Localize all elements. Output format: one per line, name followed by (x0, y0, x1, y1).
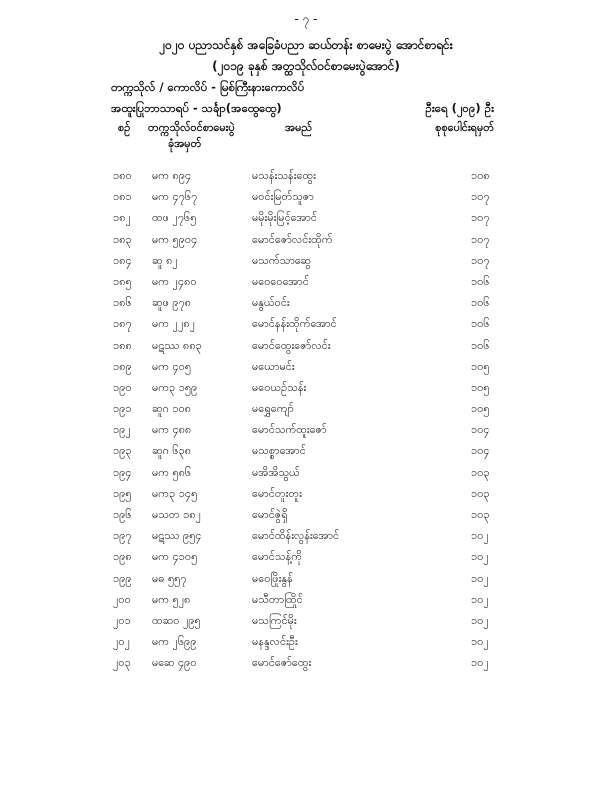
row-number: ၁၉၈ (113, 550, 132, 564)
seat-number: မက၃ ၁၄၅ (152, 486, 198, 500)
total-mark: ၁၀၂ (471, 592, 489, 606)
row-number: ၁၉၁ (113, 402, 132, 416)
candidate-name: မဝေဖြိုးနွန် (252, 571, 293, 585)
row-number: ၁၈၁ (113, 190, 132, 204)
candidate-name: မယောမင်း (252, 359, 295, 373)
total-mark: ၁၀၂ (471, 529, 489, 543)
seat-number: ဆူဂ ၁၀၈ (152, 402, 192, 416)
row-number: ၁၈၅ (113, 274, 132, 288)
row-number: ၁၉၅ (113, 486, 132, 500)
seat-number: မသတ ၁၈၂ (152, 508, 202, 521)
seat-number: မက ၄၈၈ (152, 423, 192, 437)
column-header-name: အမည် (285, 121, 313, 134)
column-header-no: စဉ် (118, 121, 131, 134)
row-number: ၂၀၁ (113, 613, 131, 627)
total-mark: ၁၀၃ (471, 465, 490, 479)
row-number: ၁၉၂ (113, 423, 131, 437)
candidate-name: မောင်နန်းထိုက်အောင် (252, 317, 337, 331)
candidate-name: မနန္ဒလင်းဦး (252, 635, 298, 649)
candidate-name: မောင်ထိန်းလွန်းအောင် (252, 529, 340, 543)
table-row (0, 529, 612, 550)
candidate-name: မောင်သန့်ကို (252, 550, 302, 564)
total-mark: ၁၀၂ (471, 613, 489, 627)
column-header-mark: စုစုပေါင်းရမှတ် (435, 121, 494, 134)
seat-number: ဆူ ၈၂ (152, 253, 178, 267)
total-mark: ၁၀၅ (471, 380, 490, 394)
seat-number: ဆူဖ ၉၇၈ (152, 296, 192, 310)
table-row (0, 614, 612, 635)
candidate-name: မသန်းသန်းထွေး (252, 169, 316, 182)
total-mark: ၁၀၈ (471, 169, 490, 182)
candidate-name: မောင်သက်ထူးဇော် (252, 423, 327, 437)
table-row (0, 423, 612, 444)
total-mark: ၁၀၆ (471, 274, 490, 288)
table-row (0, 466, 612, 487)
results-table (0, 169, 612, 678)
candidate-name: မဝေဝေအောင် (252, 274, 309, 288)
row-number: ၁၈၂ (113, 211, 131, 225)
table-row (0, 550, 612, 571)
table-row (0, 317, 612, 338)
candidate-name: မောင်ဇွဲရှိ (252, 508, 288, 521)
candidate-name: မရွှေကျော် (252, 402, 294, 416)
seat-number: မဋဿ ၉၅၄ (152, 529, 202, 543)
row-number: ၁၉၄ (113, 465, 132, 479)
document-title: ၂၀၂၀ ပညာသင်နှစ် အခြေခံပညာ ဆယ်တန်း စာမေးပွဲ အောင်စာရင်း (159, 38, 453, 52)
row-number: ၁၉၉ (113, 571, 132, 585)
total-mark: ၁၀၃ (471, 486, 490, 500)
table-row (0, 508, 612, 529)
seat-number: မဓ ၅၅၇ (152, 571, 187, 585)
row-number: ၁၈၄ (113, 253, 132, 267)
candidate-name: မနွယ်ဝင်း (252, 296, 290, 310)
candidate-name: မအိအိသွယ် (252, 465, 300, 479)
total-mark: ၁၀၆ (471, 338, 490, 352)
row-number: ၁၈၈ (113, 338, 132, 352)
candidate-name: မောင်ဇော်ထွေး (252, 656, 312, 670)
page-number: - ၇ - (294, 12, 318, 26)
total-mark: ၁၀၇ (471, 253, 490, 267)
seat-number: မက ၂၄၈၀ (152, 274, 197, 288)
table-row (0, 444, 612, 465)
table-row (0, 487, 612, 508)
total-mark: ၁၀၂ (471, 571, 489, 585)
table-row (0, 296, 612, 317)
major-subject-label: အထူးပြုဘာသာရပ် - သင်္ချာ(အထွေထွေ) (111, 101, 282, 115)
total-mark: ၁၀၄ (471, 444, 490, 458)
candidate-name: မသကြင်မိုး (252, 613, 297, 627)
seat-number: မက ၄၇၆၇ (152, 190, 198, 204)
candidate-name: မဝင်းမြတ်သူဇာ (252, 190, 314, 204)
seat-number: မဋဿ ၈၈၃ (152, 338, 202, 352)
table-row (0, 360, 612, 381)
total-mark: ၁၀၅ (471, 359, 490, 373)
column-header-seat-line2: ခုံအမှတ် (168, 137, 202, 150)
seat-number: မက ၄၀၅ (152, 359, 192, 373)
table-row (0, 635, 612, 656)
total-mark: ၁၀၃ (471, 508, 490, 521)
table-row (0, 402, 612, 423)
table-row (0, 233, 612, 254)
university-college-label: တက္ကသိုလ် / ကောလိပ် - မြစ်ကြီးနားကောလိပ် (111, 80, 305, 94)
seat-number: ဆူဂ ၆၃၈ (152, 444, 192, 458)
candidate-name: မဝေယဉ်သန်း (252, 380, 307, 394)
table-row (0, 593, 612, 614)
candidate-name: မသစ္စာအောင် (252, 444, 306, 458)
table-row (0, 169, 612, 190)
row-number: ၁၈၉ (113, 359, 132, 373)
seat-number: မက ၅၈၆ (152, 465, 192, 479)
seat-number: မက ၈၉၄ (152, 169, 192, 182)
total-mark: ၁၀၄ (471, 423, 490, 437)
total-mark: ၁၀၂ (471, 550, 489, 564)
total-mark: ၁၀၆ (471, 317, 490, 331)
table-row (0, 275, 612, 296)
candidate-name: မောင်တူးတူး (252, 486, 302, 500)
candidate-name: မောင်ထွေးဇော်လင်း (252, 338, 331, 352)
seat-number: မက၃ ၁၅၉ (152, 380, 198, 394)
seat-number: မက ၂၆၉၉ (152, 635, 197, 649)
candidate-name: မသီတာထြိုင် (252, 592, 303, 606)
total-mark: ၁၀၂ (471, 635, 489, 649)
row-number: ၁၈၃ (113, 232, 132, 246)
row-number: ၂၀၃ (113, 656, 131, 670)
table-row (0, 381, 612, 402)
seat-number: ထဖ ၂၇၆၅ (152, 211, 197, 225)
row-number: ၁၉၆ (113, 508, 132, 521)
total-mark: ၁၀၇ (471, 190, 490, 204)
seat-number: ထဆ၀ ၂၉၅ (152, 613, 201, 627)
row-number: ၂၀၀ (113, 592, 131, 606)
seat-number: မက ၅၉၀၄ (152, 232, 198, 246)
seat-number: မက ၄၁၀၅ (152, 550, 198, 564)
total-mark: ၁၀၇ (471, 232, 490, 246)
total-mark: ၁၀၅ (471, 402, 490, 416)
candidate-name: မမိုးမိုးမြင့်အောင် (252, 211, 317, 225)
row-number: ၁၈၇ (113, 317, 132, 331)
seat-number: မက ၅၂၈ (152, 592, 191, 606)
candidate-name: မောင်ဇော်လင်းထိုက် (252, 232, 333, 246)
total-mark: ၁၀၆ (471, 296, 490, 310)
seat-number: မဆေ ၄၉၀ (152, 656, 197, 670)
total-count: ဦးရေ (၂၀၉) ဦး (425, 101, 494, 115)
row-number: ၁၈၆ (113, 296, 132, 310)
table-row (0, 190, 612, 211)
table-row (0, 339, 612, 360)
row-number: ၂၀၂ (113, 635, 130, 649)
total-mark: ၁၀၂ (471, 656, 489, 670)
column-header-seat: တက္ကသိုလ်ဝင်စာမေးပွဲ (148, 121, 235, 134)
row-number: ၁၈၀ (113, 169, 132, 182)
table-row (0, 254, 612, 275)
document-subtitle: (၂၀၁၉ ခုနှစ် အတ္ထသိုလ်ဝင်စာမေးပွဲအောင်) (212, 59, 400, 73)
table-row (0, 656, 612, 677)
row-number: ၁၉၃ (113, 444, 132, 458)
seat-number: မက ၂၂၈၂ (152, 317, 196, 331)
table-row (0, 211, 612, 232)
row-number: ၁၉၇ (113, 529, 132, 543)
total-mark: ၁၀၇ (471, 211, 490, 225)
row-number: ၁၉၀ (113, 380, 132, 394)
candidate-name: မသက်သာဆွေ (252, 253, 312, 267)
table-row (0, 572, 612, 593)
